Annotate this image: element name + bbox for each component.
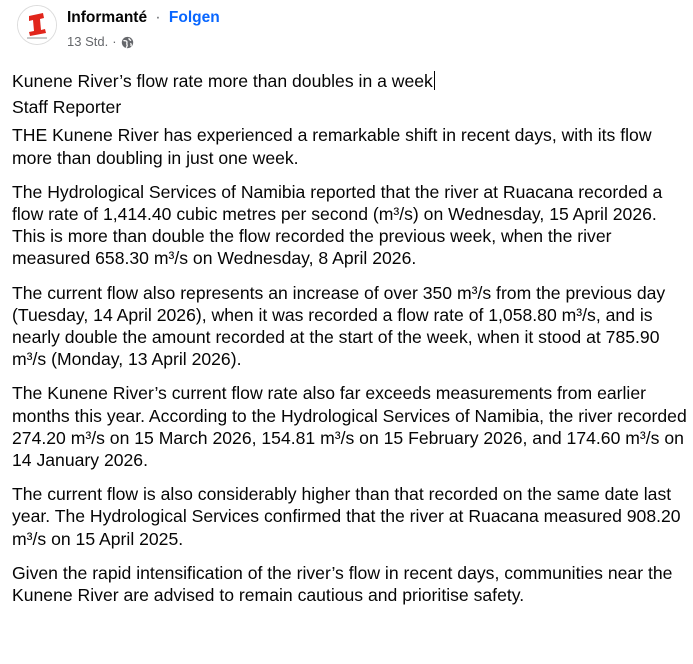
meta-separator: ·: [112, 34, 117, 49]
article-paragraph: Given the rapid intensification of the river’s flow in recent days, communities near the Kunene River are advised to remain cautious and prioritise safety.: [12, 562, 673, 606]
post-header: [17, 5, 677, 55]
informante-logo-icon: [18, 6, 56, 44]
page-name-link[interactable]: Informanté: [67, 9, 148, 26]
article-paragraph: The current flow is also considerably higher than that recorded on the same date last year. The Hydrological Services confirmed that the river at Ruacana measured 908.20 m³/s on 15 April 2025.: [12, 484, 681, 549]
article-headline: Kunene River’s flow rate more than doubles in a week: [12, 71, 433, 91]
article-paragraph: The Hydrological Services of Namibia reported that the river at Ruacana recorded a flow rate of 1,414.40 cubic metres per second (m³/s) on Wednesday, 15 April 2026. This is more than double the flow recorded the previous week, when the river measured 658.30 m³/s on Wednesday, 8 April 2026.: [12, 181, 663, 269]
article-headline-row: [12, 70, 688, 92]
post-meta: [67, 34, 134, 50]
avatar[interactable]: [17, 5, 57, 45]
post-timestamp[interactable]: 13 Std.: [67, 34, 109, 49]
article-paragraph: The Kunene River’s current flow rate also far exceeds measurements from earlier months this year. According to the Hydrological Services of Namibia, the river recorded 274.20 m³/s on 15 March 2026, 154.81 m³/s on 15 February 2026, and 174.60 m³/s on 14 January 2026.: [12, 383, 687, 471]
article-paragraph: The current flow also represents an increase of over 350 m³/s from the previous day (Tuesday, 14 April 2026), when it was recorded a flow rate of 1,058.80 m³/s, and is nearly double the amount recorded at the start of the week, when it stood at 785.90 m³/s (Monday, 13 April 2026).: [12, 282, 666, 370]
text-cursor: [434, 71, 435, 90]
follow-button[interactable]: Folgen: [168, 9, 220, 26]
article-paragraph: THE Kunene River has experienced a remarkable shift in recent days, with its flow more than doubling in just one week.: [12, 125, 652, 168]
page-name-row: [67, 8, 220, 28]
globe-icon[interactable]: [121, 36, 134, 49]
post-body: [12, 70, 688, 618]
article-byline: Staff Reporter: [12, 97, 122, 118]
header-separator: ·: [155, 9, 161, 26]
